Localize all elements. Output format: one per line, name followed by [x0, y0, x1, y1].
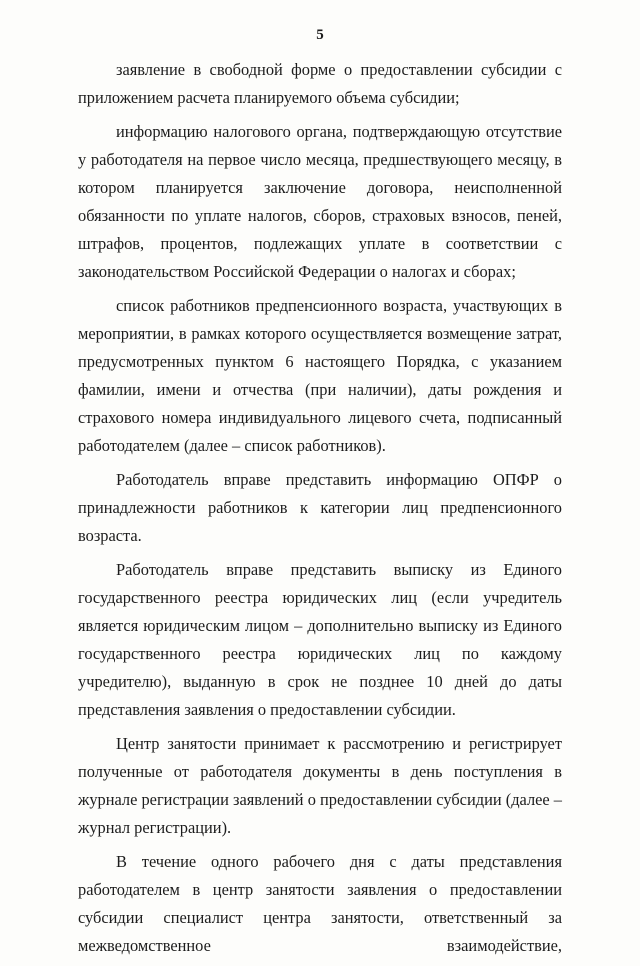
page-number: 5	[316, 27, 324, 43]
document-body	[78, 56, 562, 966]
paragraph-employee-list: список работников предпенсионного возраста, участвующих в мероприятии, в рамках которого осуществляется возмещение затрат, предусмотренных пунктом 6 настоящего Порядка, с указанием фамилии, имени и отчества (при наличии), даты рождения и страхового номера индивидуального лицевого счета, подписанный работодателем (далее – список работников).	[78, 296, 562, 455]
paragraph-tax-info: информацию налогового органа, подтверждающую отсутствие у работодателя на первое число месяца, предшествующего месяцу, в котором планируется заключение договора, неисполненной обязанности по уплате налогов, сборов, страховых взносов, пеней, штрафов, процентов, подлежащих уплате в соответствии с законодательством Российской Федерации о налогах и сборах;	[78, 122, 562, 281]
paragraph-interagency: В течение одного рабочего дня с даты представления работодателем в центр занятости заявления о предоставлении субсидии специалист центра занятости, ответственный за межведомственное взаимодействие,	[78, 852, 562, 955]
paragraph-registration: Центр занятости принимает к рассмотрению и регистрирует полученные от работодателя документы в день поступления в журнале регистрации заявлений о предоставлении субсидии (далее – журнал регистрации).	[78, 734, 562, 837]
paragraph-registry-extract: Работодатель вправе представить выписку из Единого государственного реестра юридических лиц (если учредитель является юридическим лицом – дополнительно выписку из Единого государственного реестра юридических лиц по каждому учредителю), выданную в срок не позднее 10 дней до даты представления заявления о предоставлении субсидии.	[78, 560, 562, 719]
paragraph-application: заявление в свободной форме о предоставлении субсидии с приложением расчета планируемого объема субсидии;	[78, 60, 562, 107]
paragraph-opfr-info: Работодатель вправе представить информацию ОПФР о принадлежности работников к категории лиц предпенсионного возраста.	[78, 470, 562, 545]
